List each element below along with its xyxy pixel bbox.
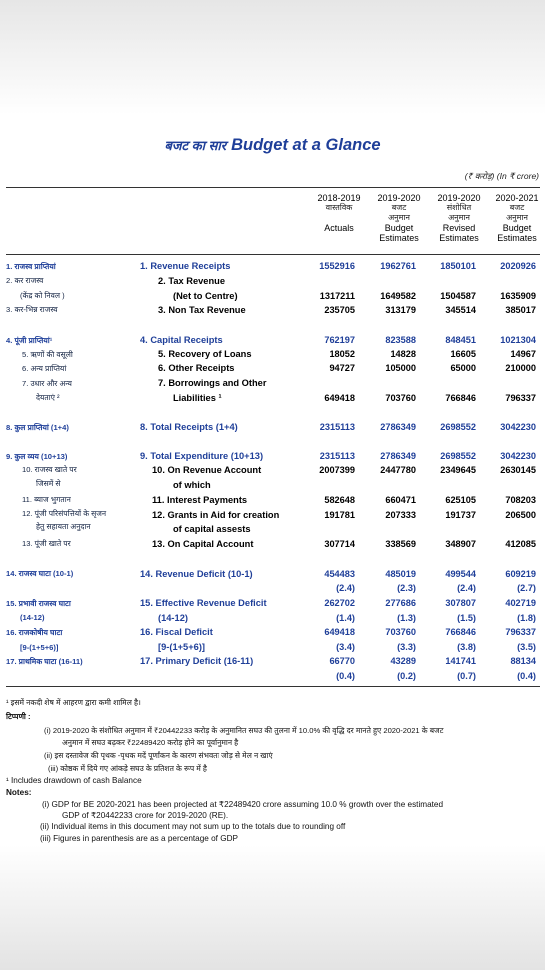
row-value: 207333: [385, 510, 416, 520]
row-value: 348907: [445, 539, 476, 549]
row-value: 2020926: [500, 261, 536, 271]
row-label: (Net to Centre): [173, 291, 238, 301]
row-value: 649418: [324, 627, 355, 637]
row-value: 1504587: [440, 291, 476, 301]
row-value: 2786349: [380, 451, 416, 461]
row-label: Liabilities ¹: [173, 393, 222, 403]
row-value: (1.8): [517, 613, 536, 623]
row-value: 210000: [505, 363, 536, 373]
row-value: 412085: [505, 539, 536, 549]
footnote-line: ¹ इसमें नकदी शेष में आहरण द्वारा कमी शामिल है।: [6, 698, 141, 707]
footnote-line: (iii) Figures in parenthesis are as a percentage of GDP: [40, 834, 238, 843]
row-value: (2.4): [336, 583, 355, 593]
row-value: 345514: [445, 305, 476, 315]
row-label: 12. Grants in Aid for creation: [152, 510, 280, 520]
hindi-row-label: 3. कर-भिन्न राजस्व: [6, 305, 58, 314]
row-value: (2.3): [397, 583, 416, 593]
row-value: 2786349: [380, 422, 416, 432]
hindi-row-label: 4. पूंजी प्राप्तियां¹: [6, 336, 53, 345]
row-value: 582648: [324, 495, 355, 505]
row-value: 625105: [445, 495, 476, 505]
row-value: 14967: [510, 349, 536, 359]
row-value: 385017: [505, 305, 536, 315]
row-value: 307807: [445, 598, 476, 608]
row-value: 3042230: [500, 451, 536, 461]
row-value: 2698552: [440, 422, 476, 432]
row-value: 14828: [390, 349, 416, 359]
row-label: 7. Borrowings and Other: [158, 378, 267, 388]
column-header-line2: बजट: [391, 203, 407, 212]
row-label: 2. Tax Revenue: [158, 276, 226, 286]
hindi-row-label: 14. राजस्व घाटा (10-1): [6, 569, 74, 578]
row-value: 3042230: [500, 422, 536, 432]
hindi-row-label: देयताएं ²: [36, 393, 60, 402]
column-header-line5: Estimates: [379, 233, 419, 243]
row-label: of which: [173, 480, 211, 490]
column-header: [311, 193, 367, 233]
column-header-line4: Budget: [384, 223, 414, 233]
row-value: (0.2): [397, 671, 416, 681]
row-label: 9. Total Expenditure (10+13): [140, 451, 264, 461]
row-value: 796337: [505, 627, 536, 637]
row-label: 10. On Revenue Account: [152, 465, 262, 475]
row-value: 307714: [324, 539, 355, 549]
column-header: [371, 193, 427, 243]
row-value: 708203: [505, 495, 536, 505]
row-value: 2315113: [319, 422, 355, 432]
row-value: (0.4): [336, 671, 355, 681]
hindi-row-label: 10. राजस्व खाते पर: [22, 465, 77, 474]
row-value: 313179: [385, 305, 416, 315]
row-value: 16605: [450, 349, 476, 359]
page-title: [0, 136, 545, 155]
title-english: Budget at a Glance: [231, 136, 381, 154]
row-value: 206500: [505, 510, 536, 520]
hindi-row-label: हेतु सहायता अनुदान: [36, 522, 91, 531]
row-label: 13. On Capital Account: [152, 539, 254, 549]
row-value: 2447780: [380, 465, 416, 475]
footnote-line: (iii) कोष्ठक में दिये गए आंकड़े सघउ के प्रतिशत के रूप में है: [48, 764, 207, 773]
row-value: 454483: [324, 569, 355, 579]
hindi-row-label: 16. राजकोषीय घाटा: [6, 628, 63, 637]
hindi-row-label: जिसमें से: [36, 479, 61, 488]
row-label: [9-(1+5+6)]: [158, 642, 206, 652]
row-value: 1635909: [500, 291, 536, 301]
row-value: 338569: [385, 539, 416, 549]
row-value: 703760: [385, 627, 416, 637]
column-header-line2: वास्तविक: [325, 203, 353, 212]
row-value: 823588: [385, 335, 416, 345]
column-header-line3: अनुमान: [388, 213, 410, 222]
row-value: 766846: [445, 393, 476, 403]
row-label: 4. Capital Receipts: [140, 335, 223, 345]
hindi-row-label: 6. अन्य प्राप्तियां: [22, 364, 67, 373]
row-value: 402719: [505, 598, 536, 608]
hindi-row-label: 1. राजस्व प्राप्तियां: [6, 262, 56, 271]
row-value: 660471: [385, 495, 416, 505]
footnote-line: (ii) Individual items in this document may not sum up to the totals due to rounding off: [40, 822, 346, 831]
row-value: 191737: [445, 510, 476, 520]
row-label: 1. Revenue Receipts: [140, 261, 231, 271]
row-value: 762197: [324, 335, 355, 345]
footnote-line: (i) GDP for BE 2020-2021 has been projected at ₹22489420 crore assuming 10.0 % growth over the estimated: [42, 800, 444, 809]
row-label: 5. Recovery of Loans: [158, 349, 252, 359]
row-value: 609219: [505, 569, 536, 579]
column-header: [489, 193, 545, 243]
footnote-line: (ii) इस दस्तावेज की पृथक -पृथक मदें पूर्णांकन के कारण संभवतः जोड़ से मेल न खाएं: [44, 751, 273, 760]
row-value: 262702: [324, 598, 355, 608]
row-label: 15. Effective Revenue Deficit: [140, 598, 267, 608]
row-value: 1552916: [319, 261, 355, 271]
hindi-row-label: 17. प्राथमिक घाटा (16-11): [6, 657, 83, 666]
row-value: 848451: [445, 335, 476, 345]
column-header-line3: अनुमान: [448, 213, 470, 222]
row-value: (0.4): [517, 671, 536, 681]
row-value: 1962761: [380, 261, 416, 271]
footnote-line: GDP of ₹20442233 crore for 2019-2020 (RE).: [62, 811, 229, 820]
row-value: 1850101: [440, 261, 476, 271]
row-value: (1.5): [457, 613, 476, 623]
row-value: 703760: [385, 393, 416, 403]
row-value: 1021304: [500, 335, 536, 345]
hindi-row-label: 2. कर राजस्व: [6, 276, 44, 285]
row-value: 499544: [445, 569, 476, 579]
hindi-row-label: 5. ऋणों की वसूली: [22, 350, 73, 359]
row-value: 105000: [385, 363, 416, 373]
row-label: of capital assests: [173, 524, 251, 534]
row-label: 11. Interest Payments: [152, 495, 248, 505]
column-header-line1: 2020-2021: [495, 193, 539, 203]
hindi-row-label: 9. कुल व्यय (10+13): [6, 452, 68, 461]
row-value: 2349645: [440, 465, 476, 475]
row-value: 796337: [505, 393, 536, 403]
row-value: 66770: [329, 656, 355, 666]
row-value: 94727: [329, 363, 355, 373]
column-header-line5: Estimates: [439, 233, 479, 243]
table-bottom-rule: [6, 686, 540, 687]
row-value: (3.5): [517, 642, 536, 652]
row-value: 18052: [329, 349, 355, 359]
row-value: (1.4): [336, 613, 355, 623]
hindi-row-label: 8. कुल प्राप्तियां (1+4): [6, 423, 69, 432]
column-header: [431, 193, 487, 243]
row-value: 65000: [450, 363, 476, 373]
row-value: 2315113: [319, 451, 355, 461]
row-value: (3.3): [397, 642, 416, 652]
row-value: 2698552: [440, 451, 476, 461]
column-header-line4: Budget: [502, 223, 532, 233]
row-value: 1317211: [319, 291, 355, 301]
row-value: 649418: [324, 393, 355, 403]
column-header-line4: Actuals: [324, 223, 354, 233]
row-value: 191781: [324, 510, 355, 520]
row-value: 766846: [445, 627, 476, 637]
row-value: 43289: [390, 656, 416, 666]
row-label: 8. Total Receipts (1+4): [140, 422, 238, 432]
title-hindi: बजट का सार: [164, 138, 227, 153]
row-value: (3.4): [336, 642, 355, 652]
row-value: 141741: [445, 656, 476, 666]
column-header-line4: Revised: [442, 223, 476, 233]
hindi-row-label: 11. ब्याज भुगतान: [22, 495, 71, 504]
footnote-line: टिप्पणी :: [6, 712, 31, 721]
row-label: 6. Other Receipts: [158, 363, 235, 373]
row-label: 17. Primary Deficit (16-11): [140, 656, 254, 666]
row-value: (2.7): [517, 583, 536, 593]
row-value: 2007399: [319, 465, 355, 475]
row-label: 3. Non Tax Revenue: [158, 305, 246, 315]
hindi-row-label: [9-(1+5+6)]: [20, 643, 59, 652]
hindi-row-label: 13. पूंजी खाते पर: [22, 539, 71, 548]
row-label: 16. Fiscal Deficit: [140, 627, 213, 637]
hindi-row-label: (14-12): [20, 613, 45, 622]
table-header-rule: [6, 254, 540, 255]
row-label: 14. Revenue Deficit (10-1): [140, 569, 253, 579]
footnote-line: ¹ Includes drawdown of cash Balance: [6, 776, 142, 785]
table-top-rule: [6, 187, 540, 188]
column-header-line1: 2019-2020: [377, 193, 421, 203]
footnote-line: (i) 2019-2020 के संशोधित अनुमान में ₹20442233 करोड़ के अनुमानित सघउ की तुलना में 10.0% की वृद्धि दर मानते हुए 2020-2021 के बजट: [44, 726, 444, 735]
row-value: 485019: [385, 569, 416, 579]
column-header-line2: संशोधित: [446, 203, 472, 212]
row-label: (14-12): [158, 613, 188, 623]
column-header-line1: 2019-2020: [437, 193, 481, 203]
row-value: 2630145: [500, 465, 536, 475]
hindi-row-label: 12. पूंजी परिसंपत्तियों के सृजन: [22, 509, 107, 518]
row-value: 88134: [510, 656, 536, 666]
unit-label: (₹ करोड़) (In ₹ crore): [464, 171, 539, 181]
column-header-line1: 2018-2019: [317, 193, 361, 203]
row-value: (0.7): [457, 671, 476, 681]
row-value: (3.8): [457, 642, 476, 652]
hindi-row-label: 7. उधार और अन्य: [22, 379, 72, 388]
column-header-line3: अनुमान: [506, 213, 528, 222]
row-value: (1.3): [397, 613, 416, 623]
footnote-line: Notes:: [6, 788, 32, 797]
row-value: (2.4): [457, 583, 476, 593]
column-header-line2: बजट: [509, 203, 525, 212]
column-header-line5: Estimates: [497, 233, 537, 243]
footnote-line: अनुमान में सघउ बढ़कर ₹22489420 करोड़ होने का पूर्वानुमान है: [62, 738, 239, 747]
hindi-row-label: (केंद्र को निवल ): [20, 291, 65, 300]
hindi-row-label: 15. प्रभावी राजस्व घाटा: [6, 599, 71, 608]
row-value: 1649582: [380, 291, 416, 301]
row-value: 277686: [385, 598, 416, 608]
row-value: 235705: [324, 305, 355, 315]
